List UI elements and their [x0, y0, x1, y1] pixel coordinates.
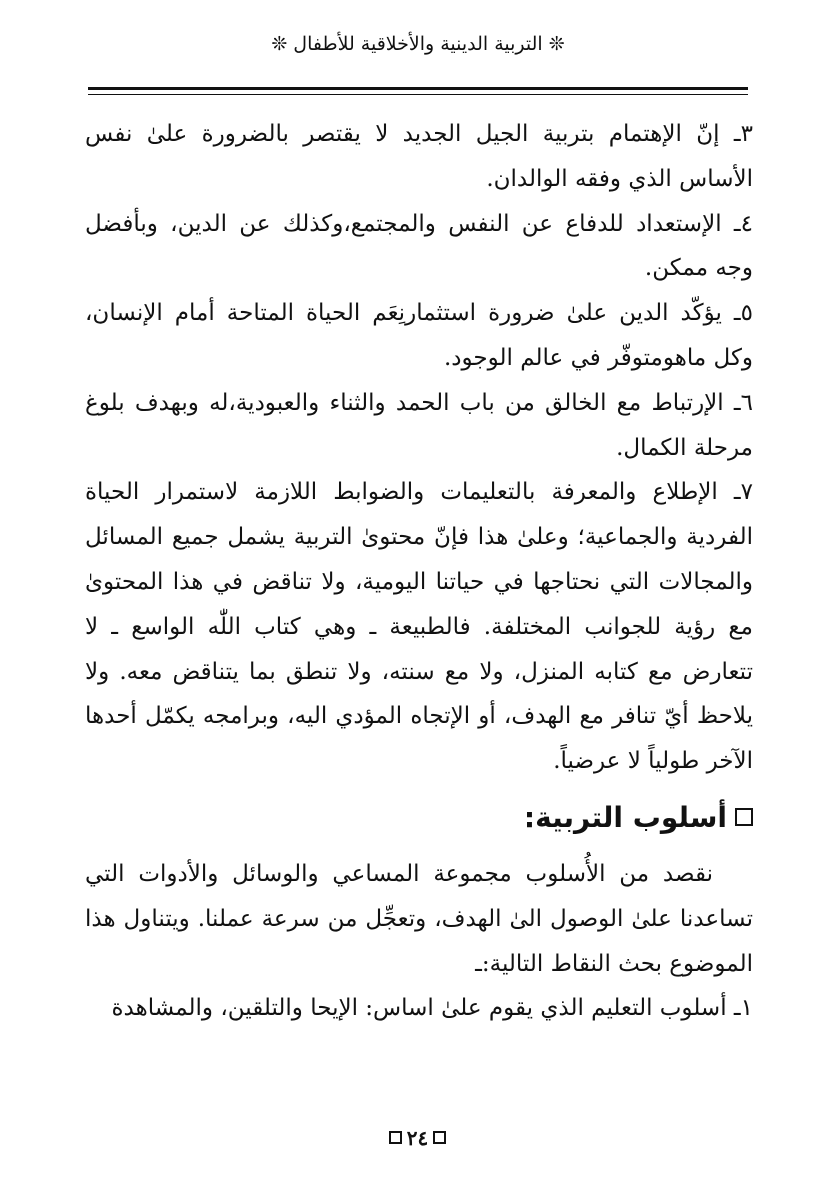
paragraph-item-7: ٧ـ الإطلاع والمعرفة بالتعليمات والضوابط اللازمة لاستمرار الحياة الفردية والجماعية؛ وعلىٰ هذا فإنّ محتوىٰ التربية يشمل جميع المسائل والمجالات التي نحتاجها في حياتنا اليومية، ولا تناقض في هذا المحتوىٰ مع رؤية للجوانب المختلفة. فالطبيعة ـ وهي كتاب اللّٰه الواسع ـ لا تتعارض مع كتابه المنزل، ولا مع سنته، ولا تنطق بما يتناقض معه. ولا يلاحظ أيّ تنافر مع الهدف، أو الإتجاه المؤدي اليه، وبرامجه يكمّل أحدها الآخر طولياً لا عرضياً.	[85, 479, 753, 775]
section-heading	[85, 790, 753, 846]
page-number	[0, 1124, 835, 1152]
square-bullet-icon	[735, 808, 753, 826]
paragraph-item-6: ٦ـ الإرتباط مع الخالق من باب الحمد والثناء والعبودية،له وبهدف بلوغ مرحلة الكمال.	[85, 389, 753, 461]
body-text	[85, 112, 753, 1031]
header-rule-thick	[88, 87, 748, 90]
page-number-value: ٢٤	[406, 1126, 429, 1150]
header-rule-thin	[88, 94, 748, 95]
square-ornament-icon	[389, 1131, 402, 1144]
section-heading-text: أسلوب التربية:	[523, 800, 727, 834]
paragraph-item-5: ٥ـ يؤكّد الدين علىٰ ضرورة استثمارنِعَم الحياة المتاحة أمام الإنسان، وكل ماهومتوفّر في عالم الوجود.	[85, 300, 753, 371]
paragraph-item-4: ٤ـ الإستعداد للدفاع عن النفس والمجتمع،وكذلك عن الدين، وبأفضل وجه ممكن.	[85, 210, 753, 282]
paragraph-item-3: ٣ـ إنّ الإهتمام بتربية الجيل الجديد لا يقتصر بالضرورة علىٰ نفس الأساس الذي وفقه الوالدان.	[85, 121, 753, 192]
square-ornament-icon	[433, 1131, 446, 1144]
section-list-item-1: ١ـ أسلوب التعليم الذي يقوم علىٰ اساس: الإيحا والتلقين، والمشاهدة	[111, 995, 753, 1022]
running-header-title: ❊ التربية الدينية والأخلاقية للأطفال ❊	[271, 33, 565, 55]
section-intro-paragraph: نقصد من الأُسلوب مجموعة المساعي والوسائل والأدوات التي تساعدنا علىٰ الوصول الىٰ الهدف، وتعجِّل من سرعة عملنا. ويتناول هذا الموضوع بحث النقاط التالية:ـ	[85, 860, 753, 977]
